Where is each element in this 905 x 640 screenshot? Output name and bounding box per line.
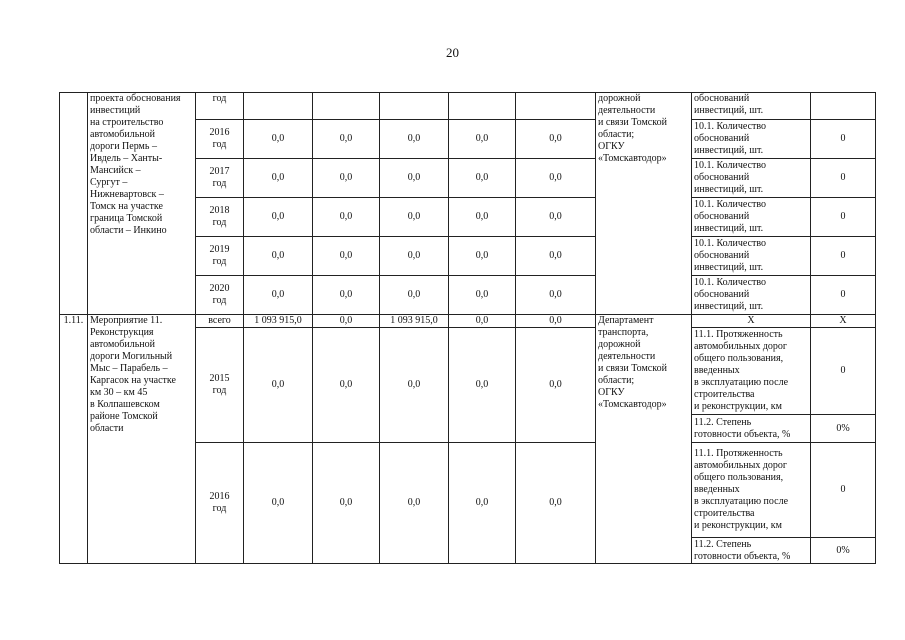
value-cell: 0,0 [313, 443, 380, 564]
value-cell: 0,0 [516, 315, 596, 328]
page-number: 20 [446, 45, 459, 60]
indicator-value [811, 93, 876, 120]
value-cell: 0,0 [449, 120, 516, 159]
year-cell: 2019 год [196, 237, 244, 276]
year-cell: 2018 год [196, 198, 244, 237]
value-cell: 1 093 915,0 [380, 315, 449, 328]
indicator-value: 0 [811, 198, 876, 237]
value-cell: 0,0 [244, 120, 313, 159]
indicator-value: 0% [811, 538, 876, 564]
value-cell: 0,0 [516, 276, 596, 315]
value-cell: 0,0 [380, 159, 449, 198]
year-cell: 2020 год [196, 276, 244, 315]
value-cell: 0,0 [313, 276, 380, 315]
value-cell: 0,0 [380, 328, 449, 443]
indicator-cell: 11.2. Степень готовности объекта, % [692, 538, 811, 564]
value-cell: 0,0 [380, 120, 449, 159]
value-cell: 0,0 [449, 315, 516, 328]
indicator-value: 0 [811, 443, 876, 538]
executor-cell: дорожной деятельности и связи Томской области; ОГКУ «Томскавтодор» [596, 93, 692, 315]
indicator-value: 0 [811, 120, 876, 159]
indicator-value: 0 [811, 328, 876, 415]
value-cell: 0,0 [313, 120, 380, 159]
indicator-cell: 10.1. Количество обоснований инвестиций, шт. [692, 237, 811, 276]
value-cell: 0,0 [449, 159, 516, 198]
year-cell: 2016 год [196, 120, 244, 159]
indicator-value: 0 [811, 276, 876, 315]
value-cell: 1 093 915,0 [244, 315, 313, 328]
indicator-cell: обоснований инвестиций, шт. [692, 93, 811, 120]
year-cell: всего [196, 315, 244, 328]
value-cell: 0,0 [244, 198, 313, 237]
value-cell: 0,0 [244, 443, 313, 564]
event-name-cell: проекта обоснования инвестиций на строительство автомобильной дороги Пермь – Ивдель – Ханты- Мансийск – Сургут – Нижневартовск – Томск на участке граница Томской области – Инкино [88, 93, 196, 315]
number-cell: 1.11. [60, 315, 88, 564]
value-cell: 0,0 [380, 198, 449, 237]
indicator-cell: 10.1. Количество обоснований инвестиций, шт. [692, 159, 811, 198]
value-cell: 0,0 [516, 328, 596, 443]
value-cell: 0,0 [380, 276, 449, 315]
indicator-cell: 11.1. Протяженность автомобильных дорог общего пользования, введенных в эксплуатацию после строительства и реконструкции, км [692, 328, 811, 415]
indicator-cell: 10.1. Количество обоснований инвестиций, шт. [692, 276, 811, 315]
indicator-value: 0 [811, 237, 876, 276]
value-cell: 0,0 [449, 237, 516, 276]
value-cell: 0,0 [449, 443, 516, 564]
value-cell: 0,0 [244, 276, 313, 315]
indicator-value: X [811, 315, 876, 328]
year-cell: 2015 год [196, 328, 244, 443]
value-cell: 0,0 [516, 120, 596, 159]
indicator-cell: X [692, 315, 811, 328]
value-cell: 0,0 [449, 198, 516, 237]
event-name-cell: Мероприятие 11. Реконструкция автомобильной дороги Могильный Мыс – Парабель – Каргасок на участке км 30 – км 45 в Колпашевском районе Томской области [88, 315, 196, 564]
indicator-cell: 11.1. Протяженность автомобильных дорог общего пользования, введенных в эксплуатацию после строительства и реконструкции, км [692, 443, 811, 538]
indicator-value: 0 [811, 159, 876, 198]
value-cell: 0,0 [244, 159, 313, 198]
program-table [59, 92, 876, 564]
number-cell [60, 93, 88, 315]
indicator-value: 0% [811, 415, 876, 443]
value-cell: 0,0 [516, 443, 596, 564]
value-cell: 0,0 [380, 443, 449, 564]
value-cell: 0,0 [313, 198, 380, 237]
table-row [60, 315, 876, 328]
table-row [60, 93, 876, 120]
value-cell: 0,0 [449, 328, 516, 443]
indicator-cell: 10.1. Количество обоснований инвестиций, шт. [692, 198, 811, 237]
year-cell: год [196, 93, 244, 120]
indicator-cell: 11.2. Степень готовности объекта, % [692, 415, 811, 443]
value-cell: 0,0 [516, 237, 596, 276]
value-cell: 0,0 [449, 276, 516, 315]
value-cell: 0,0 [313, 159, 380, 198]
value-cell: 0,0 [516, 198, 596, 237]
value-cell: 0,0 [313, 328, 380, 443]
value-cell: 0,0 [313, 237, 380, 276]
value-cell: 0,0 [313, 315, 380, 328]
year-cell: 2016 год [196, 443, 244, 564]
indicator-cell: 10.1. Количество обоснований инвестиций, шт. [692, 120, 811, 159]
year-cell: 2017 год [196, 159, 244, 198]
value-cell: 0,0 [244, 237, 313, 276]
value-cell: 0,0 [380, 237, 449, 276]
value-cell: 0,0 [244, 328, 313, 443]
value-cell: 0,0 [516, 159, 596, 198]
executor-cell: Департамент транспорта, дорожной деятельности и связи Томской области; ОГКУ «Томскавтодор» [596, 315, 692, 564]
